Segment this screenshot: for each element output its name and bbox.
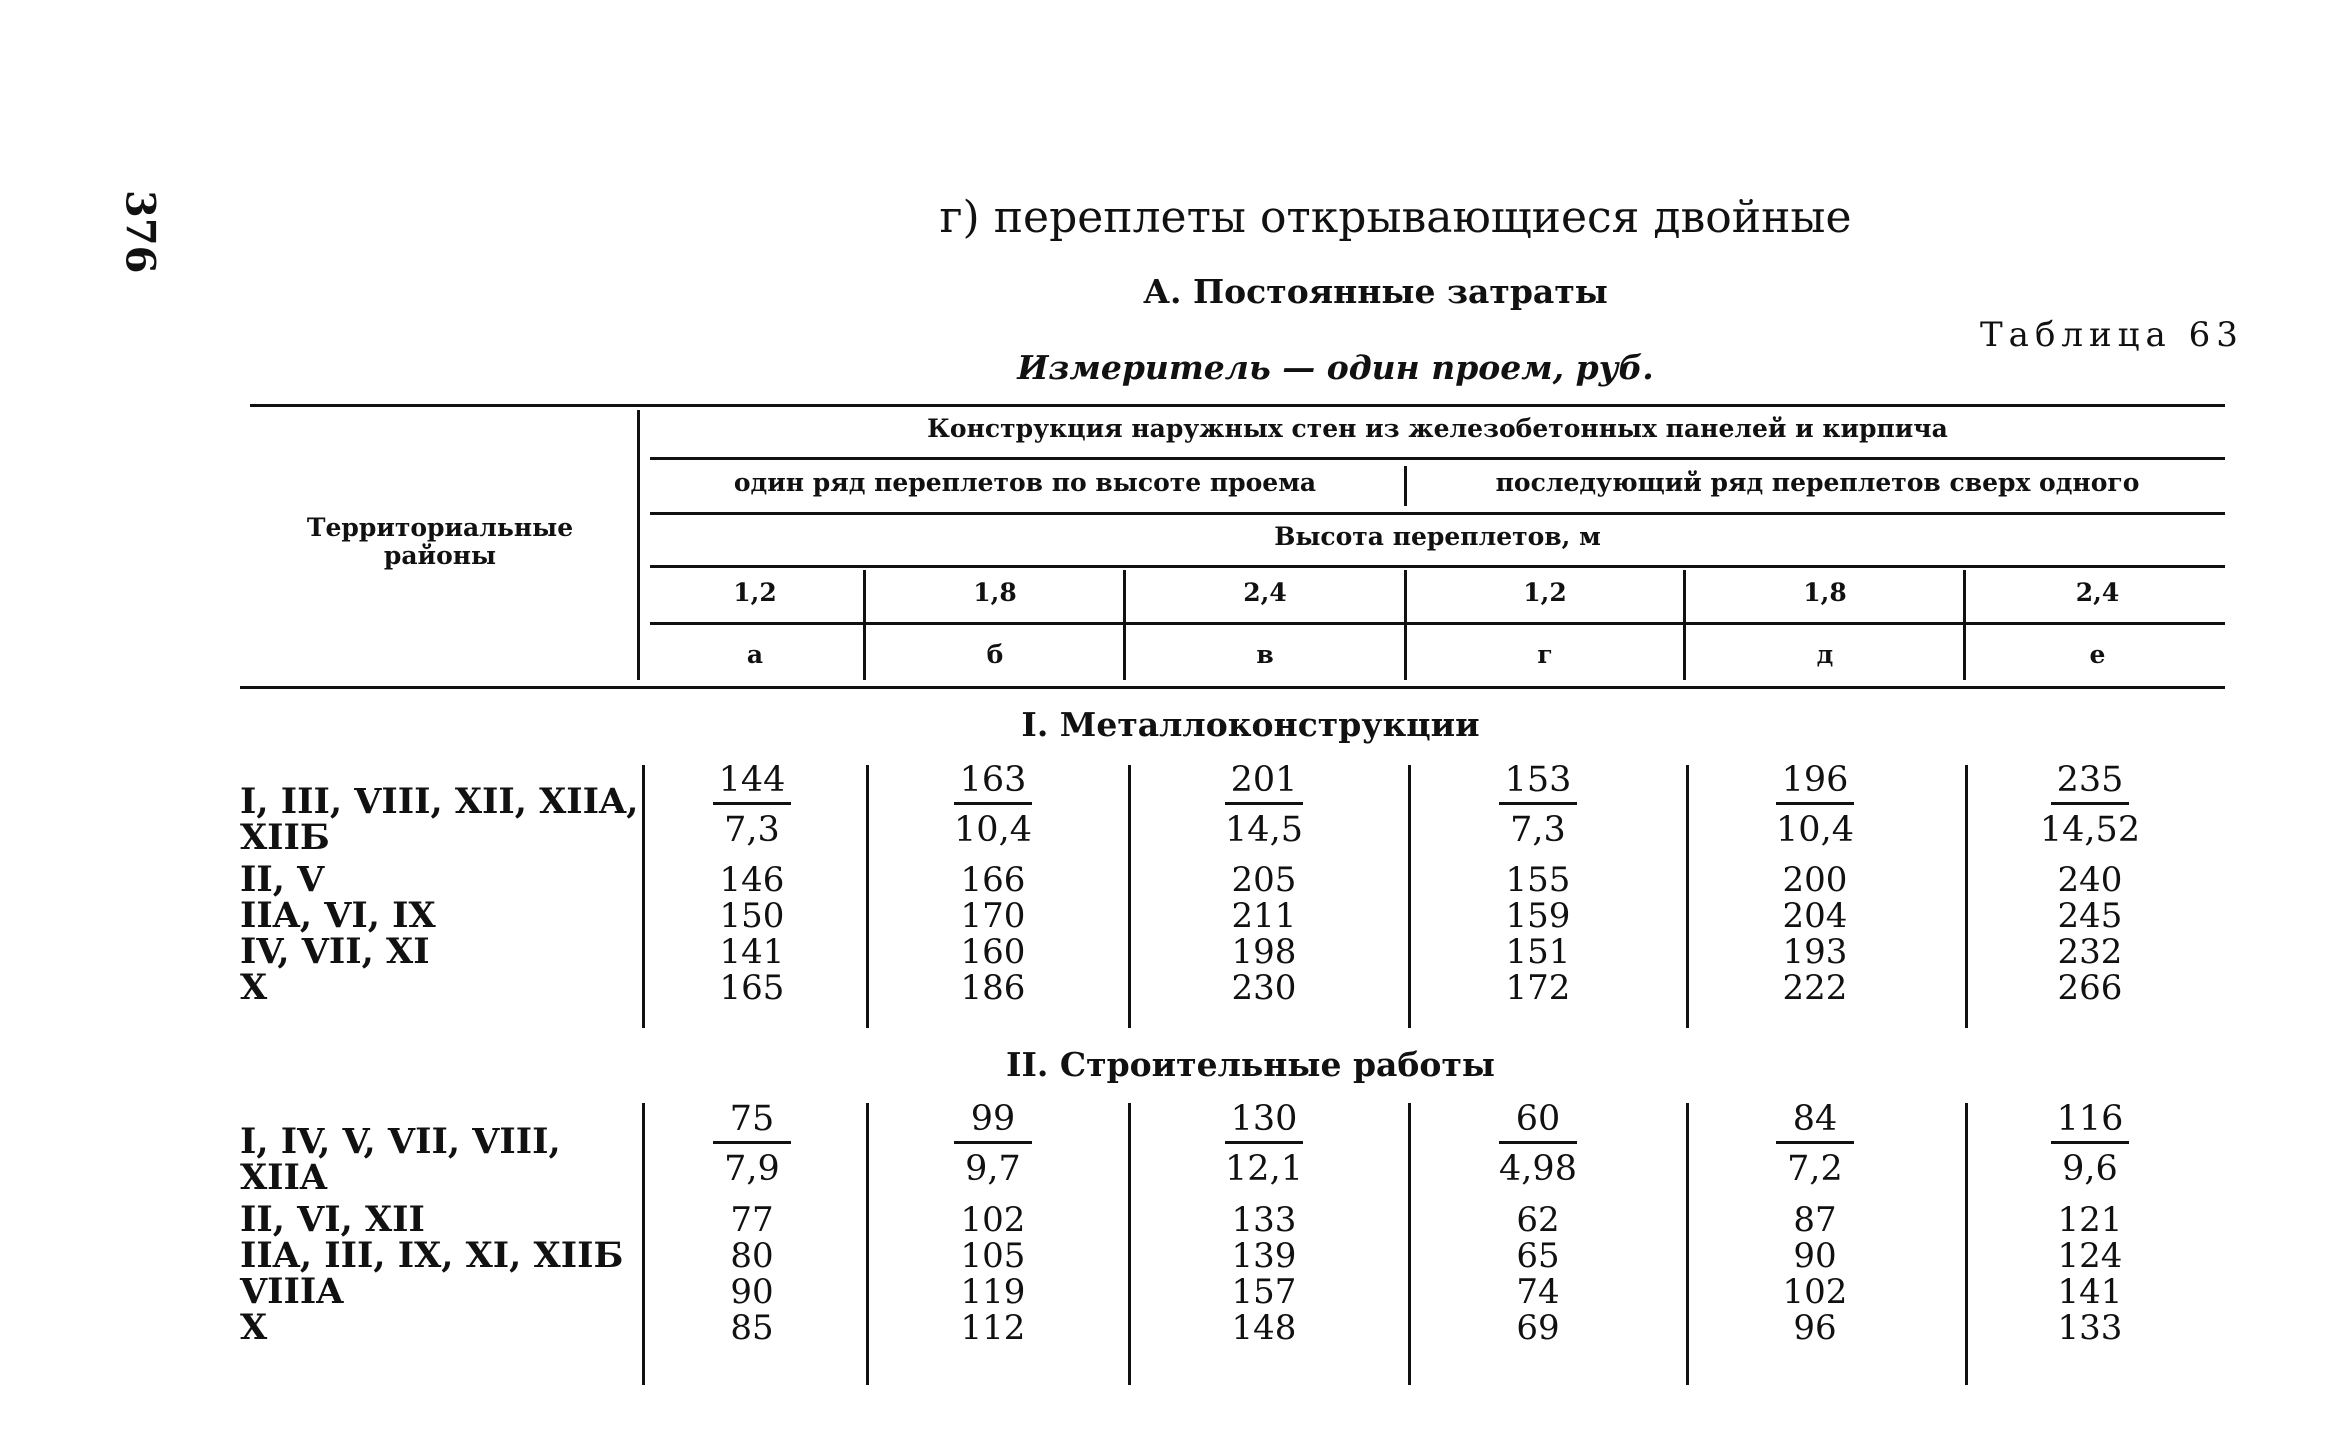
fraction-cell bbox=[1990, 1097, 2190, 1190]
table-cell: 119 bbox=[960, 1272, 1026, 1312]
table-cell: 133 bbox=[2057, 1308, 2123, 1348]
fraction-denominator: 7,3 bbox=[724, 810, 780, 850]
table-cell: 146 bbox=[719, 860, 785, 900]
header-group-1: один ряд переплетов по высоте проема bbox=[733, 468, 1317, 497]
table-cell: 160 bbox=[960, 932, 1026, 972]
table-cell: 65 bbox=[1516, 1236, 1560, 1276]
col-letter-a: а bbox=[746, 640, 764, 669]
table-cell: 87 bbox=[1793, 1200, 1837, 1240]
fraction-cell bbox=[652, 1097, 852, 1190]
table-cell: 102 bbox=[960, 1200, 1026, 1240]
table-cell: 205 bbox=[1231, 860, 1297, 900]
fraction-denominator: 7,9 bbox=[724, 1149, 780, 1189]
table-cell: 90 bbox=[1793, 1236, 1837, 1276]
header-bottom-rule bbox=[240, 686, 2225, 689]
fraction-numerator: 60 bbox=[1515, 1099, 1561, 1139]
table-cell: 200 bbox=[1782, 860, 1848, 900]
fraction-denominator: 9,6 bbox=[2062, 1149, 2118, 1189]
height-2: 1,8 bbox=[973, 578, 1017, 607]
col-divider bbox=[1683, 570, 1686, 680]
table-cell: 133 bbox=[1231, 1200, 1297, 1240]
table-cell: 96 bbox=[1793, 1308, 1837, 1348]
table-cell: 121 bbox=[2057, 1200, 2123, 1240]
table-cell: 77 bbox=[730, 1200, 774, 1240]
table-cell: 232 bbox=[2057, 932, 2123, 972]
fraction-numerator: 116 bbox=[2056, 1099, 2124, 1139]
header-rule-4 bbox=[650, 622, 2225, 625]
table-cell: 204 bbox=[1782, 896, 1848, 936]
table-cell: 211 bbox=[1231, 896, 1297, 936]
col-letter-d: д bbox=[1816, 640, 1834, 669]
col-letter-b: б bbox=[986, 640, 1004, 669]
fraction-cell bbox=[1438, 1097, 1638, 1190]
header-region-divider bbox=[637, 410, 640, 680]
col-letter-e: е bbox=[2089, 640, 2106, 669]
table-cell: 266 bbox=[2057, 968, 2123, 1008]
row-divider bbox=[1128, 1103, 1131, 1385]
row-divider bbox=[866, 765, 869, 1028]
fraction-numerator: 196 bbox=[1781, 760, 1849, 800]
region-label: IIA, III, IX, XI, XIIБ bbox=[240, 1235, 624, 1276]
height-3: 2,4 bbox=[1243, 578, 1287, 607]
table-cell: 105 bbox=[960, 1236, 1026, 1276]
fraction-cell bbox=[1164, 1097, 1364, 1190]
table-cell: 74 bbox=[1516, 1272, 1560, 1312]
page-title: г) переплеты открывающиеся двойные bbox=[939, 192, 1852, 243]
height-1: 1,2 bbox=[733, 578, 777, 607]
table-cell: 245 bbox=[2057, 896, 2123, 936]
region-label: X bbox=[240, 1307, 268, 1348]
row-divider bbox=[1686, 765, 1689, 1028]
table-cell: 62 bbox=[1516, 1200, 1560, 1240]
fraction-numerator: 144 bbox=[718, 760, 786, 800]
table-cell: 159 bbox=[1505, 896, 1571, 936]
table-cell: 141 bbox=[2057, 1272, 2123, 1312]
table-cell: 69 bbox=[1516, 1308, 1560, 1348]
row-divider bbox=[642, 765, 645, 1028]
fraction-cell bbox=[893, 758, 1093, 851]
table-cell: 80 bbox=[730, 1236, 774, 1276]
col-divider bbox=[863, 570, 866, 680]
header-construction: Конструкция наружных стен из железобетонных панелей и кирпича bbox=[927, 414, 1948, 443]
fraction-denominator: 4,98 bbox=[1499, 1149, 1577, 1189]
table-cell: 102 bbox=[1782, 1272, 1848, 1312]
table-cell: 172 bbox=[1505, 968, 1571, 1008]
fraction-cell bbox=[1438, 758, 1638, 851]
fraction-cell bbox=[1715, 758, 1915, 851]
row-divider bbox=[642, 1103, 645, 1385]
fraction-cell bbox=[1164, 758, 1364, 851]
fraction-numerator: 201 bbox=[1230, 760, 1298, 800]
fraction-numerator: 130 bbox=[1230, 1099, 1298, 1139]
fraction-cell bbox=[1990, 758, 2190, 851]
header-group-2: последующий ряд переплетов сверх одного bbox=[1495, 468, 2140, 497]
region-label: VIIIA bbox=[240, 1271, 344, 1312]
col-letter-g: г bbox=[1537, 640, 1553, 669]
col-divider bbox=[1404, 570, 1407, 680]
fraction-numerator: 235 bbox=[2056, 760, 2124, 800]
table-cell: 148 bbox=[1231, 1308, 1297, 1348]
section-title: I. Металлоконструкции bbox=[1021, 705, 1480, 744]
fraction-denominator: 7,2 bbox=[1787, 1149, 1843, 1189]
page-number: 376 bbox=[116, 190, 164, 274]
height-6: 2,4 bbox=[2075, 578, 2120, 607]
region-label: II, V bbox=[240, 859, 325, 900]
table-cell: 193 bbox=[1782, 932, 1848, 972]
header-rule-3 bbox=[650, 565, 2225, 568]
table-cell: 112 bbox=[960, 1308, 1026, 1348]
header-height: Высота переплетов, м bbox=[1274, 522, 1601, 551]
header-group-divider bbox=[1404, 466, 1407, 506]
table-cell: 170 bbox=[960, 896, 1026, 936]
region-label: IIA, VI, IX bbox=[240, 895, 436, 936]
section-subtitle: А. Постоянные затраты bbox=[1143, 272, 1608, 311]
fraction-numerator: 163 bbox=[959, 760, 1027, 800]
table-cell: 240 bbox=[2057, 860, 2123, 900]
table-cell: 85 bbox=[730, 1308, 774, 1348]
row-divider bbox=[1408, 1103, 1411, 1385]
table-cell: 150 bbox=[719, 896, 785, 936]
height-4: 1,2 bbox=[1523, 578, 1567, 607]
table-cell: 155 bbox=[1505, 860, 1571, 900]
table-cell: 90 bbox=[730, 1272, 774, 1312]
unit-caption: Измеритель — один проем, руб. bbox=[1017, 348, 1654, 387]
fraction-numerator: 99 bbox=[970, 1099, 1016, 1139]
fraction-numerator: 75 bbox=[729, 1099, 775, 1139]
table-cell: 139 bbox=[1231, 1236, 1297, 1276]
col-letter-v: в bbox=[1256, 640, 1274, 669]
row-divider bbox=[866, 1103, 869, 1385]
header-rule-1 bbox=[650, 457, 2225, 460]
region-label: I, III, VIII, XII, XIIA, XIIБ bbox=[240, 781, 639, 858]
fraction-denominator: 10,4 bbox=[1776, 810, 1854, 850]
row-divider bbox=[1965, 1103, 1968, 1385]
fraction-denominator: 14,52 bbox=[2039, 810, 2141, 850]
fraction-denominator: 12,1 bbox=[1225, 1149, 1303, 1189]
table-cell: 230 bbox=[1231, 968, 1297, 1008]
fraction-denominator: 10,4 bbox=[954, 810, 1032, 850]
table-cell: 165 bbox=[719, 968, 785, 1008]
table-cell: 157 bbox=[1231, 1272, 1297, 1312]
table-cell: 124 bbox=[2057, 1236, 2123, 1276]
height-5: 1,8 bbox=[1803, 578, 1847, 607]
row-divider bbox=[1686, 1103, 1689, 1385]
region-label: X bbox=[240, 967, 268, 1008]
table-label: Таблица 63 bbox=[1980, 315, 2244, 355]
fraction-denominator: 14,5 bbox=[1225, 810, 1303, 850]
table-cell: 198 bbox=[1231, 932, 1297, 972]
fraction-numerator: 153 bbox=[1504, 760, 1572, 800]
row-divider bbox=[1128, 765, 1131, 1028]
fraction-cell bbox=[893, 1097, 1093, 1190]
region-label: II, VI, XII bbox=[240, 1199, 425, 1240]
fraction-denominator: 7,3 bbox=[1510, 810, 1566, 850]
fraction-cell bbox=[652, 758, 852, 851]
table-cell: 186 bbox=[960, 968, 1026, 1008]
fraction-cell bbox=[1715, 1097, 1915, 1190]
header-rule-2 bbox=[650, 512, 2225, 515]
table-cell: 166 bbox=[960, 860, 1026, 900]
table-cell: 141 bbox=[719, 932, 785, 972]
fraction-denominator: 9,7 bbox=[965, 1149, 1021, 1189]
col-divider bbox=[1123, 570, 1126, 680]
col-divider bbox=[1963, 570, 1966, 680]
region-label: I, IV, V, VII, VIII, XIIA bbox=[240, 1121, 561, 1198]
header-top-rule bbox=[250, 404, 2225, 407]
section-title: II. Строительные работы bbox=[1006, 1045, 1495, 1084]
fraction-numerator: 84 bbox=[1792, 1099, 1838, 1139]
header-regions: Территориальные районы bbox=[306, 513, 574, 570]
table-cell: 151 bbox=[1505, 932, 1571, 972]
row-divider bbox=[1965, 765, 1968, 1028]
row-divider bbox=[1408, 765, 1411, 1028]
table-cell: 222 bbox=[1782, 968, 1848, 1008]
region-label: IV, VII, XI bbox=[240, 931, 430, 972]
